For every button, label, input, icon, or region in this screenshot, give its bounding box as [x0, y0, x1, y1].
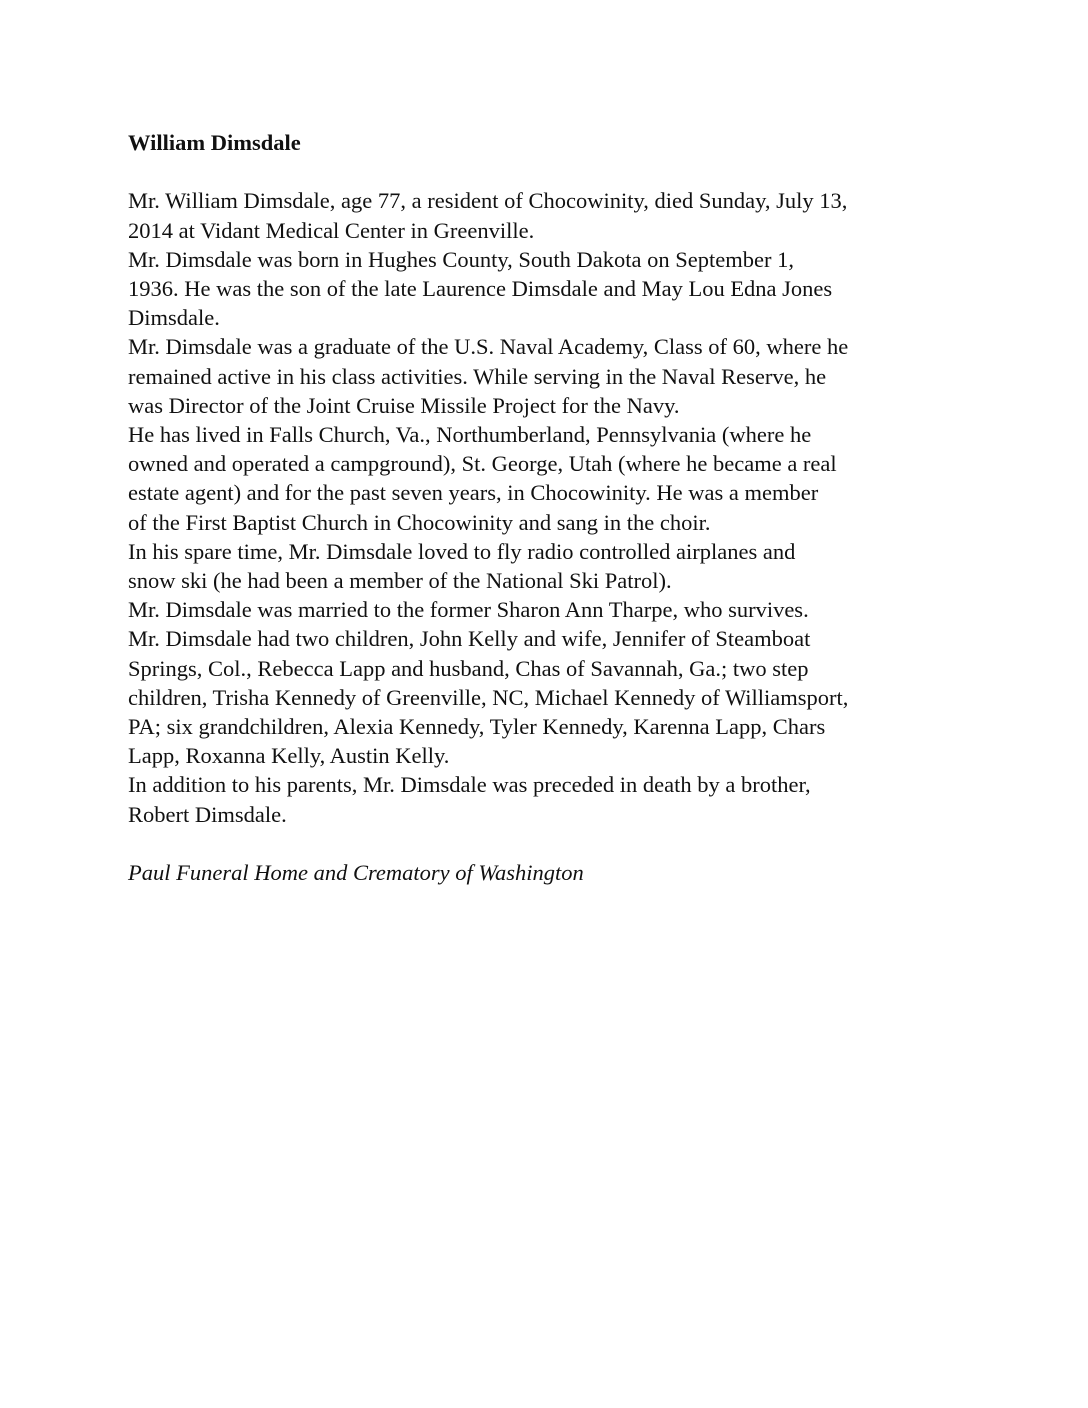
body-line: 1936. He was the son of the late Laurence Dimsdale and May Lou Edna Jones: [128, 275, 833, 301]
body-line: Mr. Dimsdale was married to the former Sharon Ann Tharpe, who survives.: [128, 597, 809, 623]
body-line: PA; six grandchildren, Alexia Kennedy, Tyler Kennedy, Karenna Lapp, Chars: [128, 714, 826, 740]
body-line: Mr. Dimsdale was a graduate of the U.S. Naval Academy, Class of 60, where he: [128, 334, 849, 360]
body-line: Mr. Dimsdale was born in Hughes County, South Dakota on September 1,: [128, 246, 794, 272]
body-line: He has lived in Falls Church, Va., Northumberland, Pennsylvania (where he: [128, 422, 812, 447]
body-line: In his spare time, Mr. Dimsdale loved to fly radio controlled airplanes and: [128, 538, 796, 564]
spacer: [128, 157, 968, 186]
body-line: Mr. William Dimsdale, age 77, a resident of Chocowinity, died Sunday, July 13,: [128, 188, 848, 214]
body-line: In addition to his parents, Mr. Dimsdale was preceded in death by a brother,: [128, 772, 811, 798]
body-line: Lapp, Roxanna Kelly, Austin Kelly.: [128, 743, 450, 769]
obituary-body: [128, 186, 968, 828]
body-line: Springs, Col., Rebecca Lapp and husband, Chas of Savannah, Ga.; two step: [128, 655, 809, 681]
funeral-home-signature: Paul Funeral Home and Crematory of Washington: [128, 860, 584, 886]
body-line: Dimsdale.: [128, 305, 220, 331]
body-line: was Director of the Joint Cruise Missile Project for the Navy.: [128, 392, 680, 418]
body-line: Mr. Dimsdale had two children, John Kelly and wife, Jennifer of Steamboat: [128, 626, 811, 652]
body-line: of the First Baptist Church in Chocowinity and sang in the choir.: [128, 509, 711, 535]
body-line: 2014 at Vidant Medical Center in Greenville.: [128, 217, 535, 243]
document-page: [128, 128, 968, 887]
document-title: William Dimsdale: [128, 130, 301, 155]
body-line: snow ski (he had been a member of the National Ski Patrol).: [128, 568, 672, 594]
body-line: children, Trisha Kennedy of Greenville, NC, Michael Kennedy of Williamsport,: [128, 684, 849, 710]
body-line: owned and operated a campground), St. George, Utah (where he became a real: [128, 451, 837, 477]
body-line: Robert Dimsdale.: [128, 801, 287, 827]
spacer: [128, 829, 968, 858]
body-line: estate agent) and for the past seven years, in Chocowinity. He was a member: [128, 480, 819, 506]
body-line: remained active in his class activities. While serving in the Naval Reserve, he: [128, 363, 827, 389]
